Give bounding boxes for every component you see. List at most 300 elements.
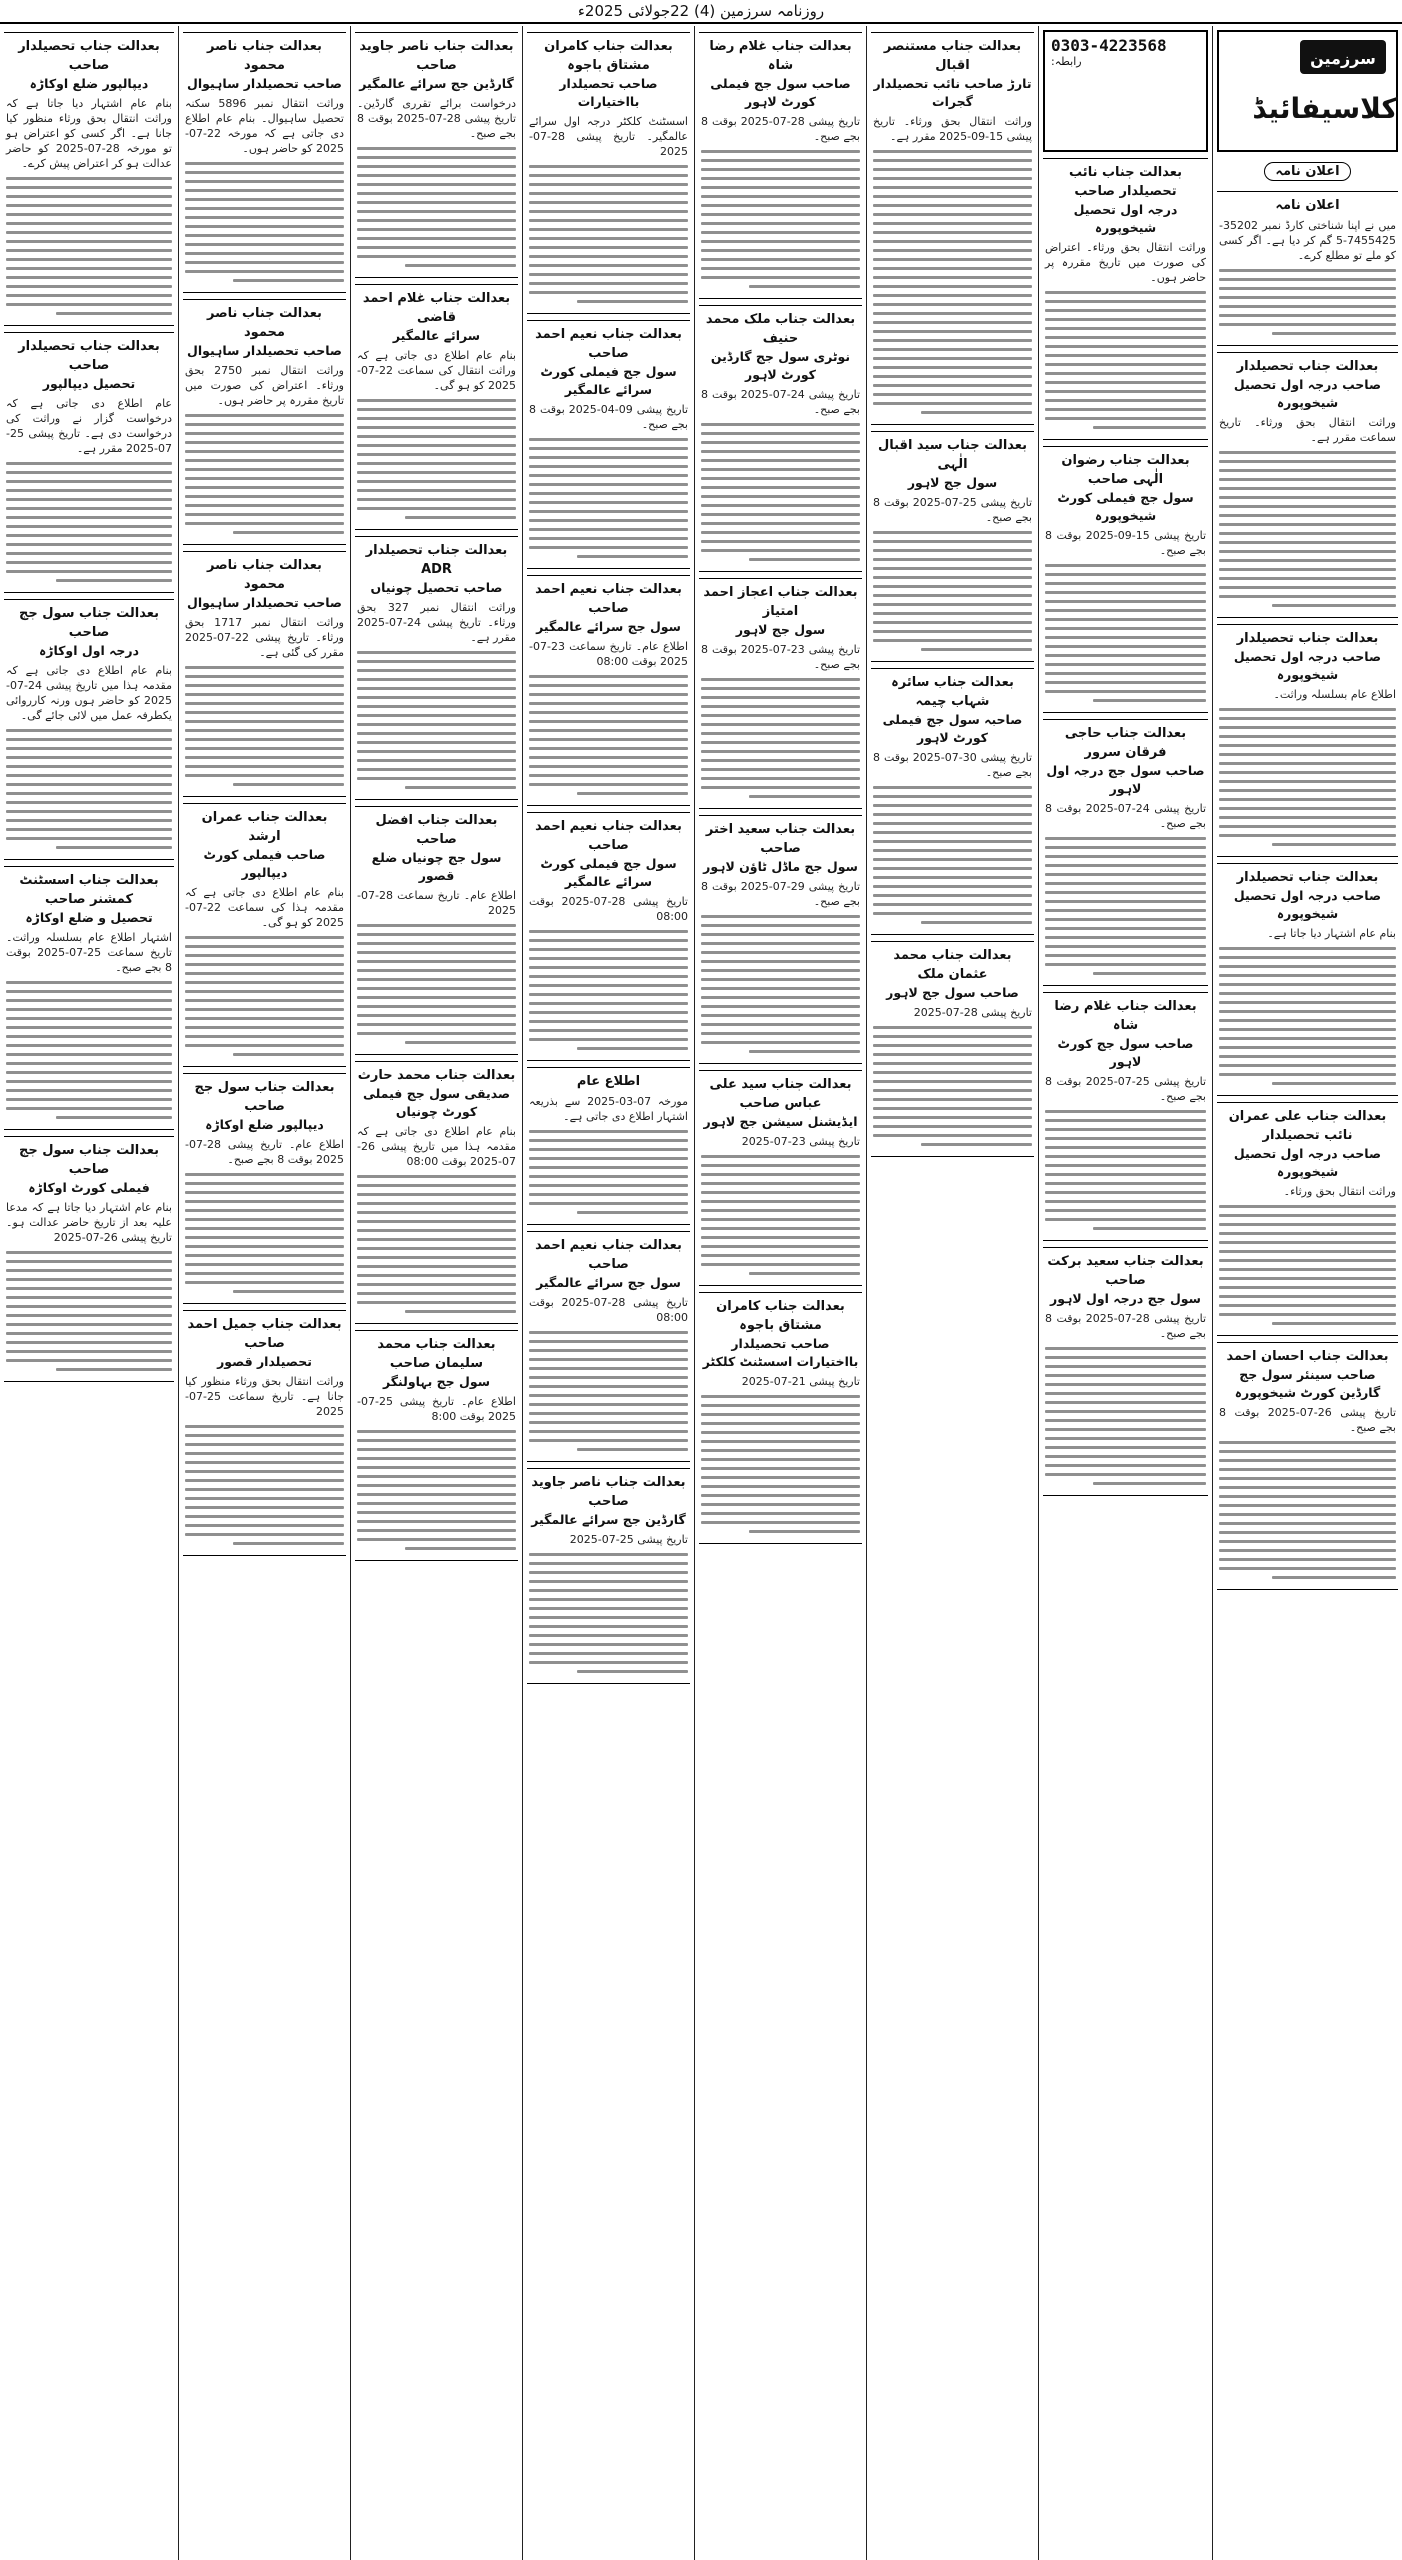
text-line [357, 678, 516, 681]
ad-heading: بعدالت جناب نعیم احمد صاحب [535, 1238, 682, 1272]
classified-ad [355, 806, 518, 1055]
text-line [1219, 1549, 1396, 1552]
text-line [185, 270, 344, 273]
text-line [185, 162, 344, 165]
text-line [357, 174, 516, 177]
column-4-ads [527, 32, 690, 1684]
ad-body-text: مورخہ 07-03-2025 سے بذریعہ اشتہار اطلاع دی جاتی ہے۔ [529, 1095, 688, 1123]
classified-ad [355, 1330, 518, 1561]
text-line [701, 924, 860, 927]
classified-ad [1043, 992, 1208, 1241]
text-line [873, 612, 1032, 615]
text-line [1045, 609, 1206, 612]
text-line [701, 759, 860, 762]
text-line [357, 1439, 516, 1442]
text-line [701, 1041, 860, 1044]
text-line [185, 1236, 344, 1239]
text-line [1219, 1486, 1396, 1489]
column-3 [350, 26, 522, 2560]
classified-ad [183, 1310, 346, 1556]
text-line [357, 183, 516, 186]
text-line [357, 147, 516, 150]
text-line [529, 1358, 688, 1361]
text-line [529, 474, 688, 477]
text-line [1219, 780, 1396, 783]
ad-fine-print [1219, 1205, 1396, 1325]
text-line [529, 1166, 688, 1169]
ad-heading: بعدالت جناب تحصیلدار [1236, 631, 1379, 646]
text-line [1219, 789, 1396, 792]
text-line [701, 1245, 860, 1248]
text-line [529, 1562, 688, 1565]
text-line [1045, 1374, 1206, 1377]
text-line [185, 999, 344, 1002]
ad-heading: بعدالت جناب ملک محمد حنیف [705, 312, 856, 346]
ad-body-text: بنام عام اطلاع دی جاتی ہے کہ وراثت انتقال کی سماعت 22-07-2025 کو ہو گی۔ [357, 349, 516, 392]
text-line [529, 519, 688, 522]
ad-body-text: تاریخ پیشی 28-07-2025 بوقت 8 بجے صبح۔ [701, 115, 861, 143]
text-line [701, 249, 860, 252]
ad-heading: بعدالت جناب نعیم احمد صاحب [535, 582, 682, 616]
text-line [6, 1044, 172, 1047]
text-line [56, 312, 172, 315]
ad-body-text: تاریخ پیشی 24-07-2025 بوقت 8 بجے صبح۔ [1045, 802, 1207, 830]
ad-body-text: تاریخ پیشی 28-07-2025 [913, 1006, 1032, 1019]
ad-fine-print [529, 1130, 688, 1214]
text-line [6, 819, 172, 822]
text-line [357, 1448, 516, 1451]
text-line [1219, 469, 1396, 472]
phone-box [1043, 30, 1208, 152]
text-line [749, 558, 860, 561]
text-line [185, 486, 344, 489]
text-line [873, 549, 1032, 552]
ad-body-text: تاریخ پیشی 25-07-2025 بوقت 8 بجے صبح۔ [1045, 1075, 1207, 1103]
text-line [185, 1263, 344, 1266]
text-line [529, 264, 688, 267]
ad-heading: بعدالت جناب نائب تحصیلدار صاحب [1069, 165, 1182, 199]
text-line [529, 702, 688, 705]
text-line [577, 1448, 688, 1451]
text-line [1219, 1277, 1396, 1280]
ad-body-text: تاریخ پیشی 15-09-2025 بوقت 8 بجے صبح۔ [1045, 529, 1207, 557]
text-line [1045, 300, 1206, 303]
text-line [701, 450, 860, 453]
text-line [185, 1533, 344, 1536]
text-line [357, 480, 516, 483]
ad-heading: بعدالت جناب احسان احمد [1226, 1349, 1389, 1364]
text-line [873, 204, 1032, 207]
text-line [701, 1422, 860, 1425]
text-line [701, 1494, 860, 1497]
text-line [6, 1341, 172, 1344]
text-line [1219, 460, 1396, 463]
text-line [6, 285, 172, 288]
text-line [873, 321, 1032, 324]
text-line [357, 1032, 516, 1035]
ad-body-text: تاریخ پیشی 24-07-2025 بوقت 8 بجے صبح۔ [701, 388, 861, 416]
ad-fine-print [1045, 1347, 1206, 1485]
text-line [357, 1301, 516, 1304]
classified-ad [1043, 1247, 1208, 1496]
text-line [529, 1193, 688, 1196]
text-line [873, 1080, 1032, 1083]
text-line [1219, 1304, 1396, 1307]
ad-heading: بعدالت جناب افضل صاحب [375, 813, 498, 847]
ad-body-text: وراثت انتقال بحق ورثاء۔ [1283, 1185, 1396, 1198]
text-line [577, 1211, 688, 1214]
text-line [6, 747, 172, 750]
text-line [185, 945, 344, 948]
text-line [357, 1484, 516, 1487]
ad-body-text: تاریخ پیشی 30-07-2025 بوقت 8 بجے صبح۔ [873, 751, 1033, 779]
text-line [357, 489, 516, 492]
text-line [6, 570, 172, 573]
ad-fine-print [357, 399, 516, 519]
text-line [1219, 965, 1396, 968]
text-line [1219, 1468, 1396, 1471]
text-line [185, 504, 344, 507]
text-line [357, 1493, 516, 1496]
column-6-ads [871, 32, 1034, 1157]
ad-heading: بعدالت جناب محمد حارث [357, 1068, 516, 1083]
text-line [6, 1296, 172, 1299]
text-line [1219, 974, 1396, 977]
ad-heading: بعدالت جناب کامران مشتاق باجوہ [544, 39, 673, 73]
text-line [1219, 956, 1396, 959]
text-line [6, 810, 172, 813]
text-line [529, 1331, 688, 1334]
text-line [1219, 487, 1396, 490]
ad-fine-print [185, 1173, 344, 1293]
text-line [701, 195, 860, 198]
ad-heading: بعدالت جناب رضوان الٰہی صاحب [1061, 453, 1190, 487]
text-line [233, 279, 344, 282]
text-line [1045, 318, 1206, 321]
ad-fine-print [701, 150, 860, 288]
text-line [529, 492, 688, 495]
text-line [701, 159, 860, 162]
text-line [1219, 992, 1396, 995]
text-line [357, 210, 516, 213]
text-line [6, 489, 172, 492]
text-line [185, 1506, 344, 1509]
text-line [357, 1274, 516, 1277]
text-line [185, 189, 344, 192]
text-line [357, 426, 516, 429]
text-line [357, 1005, 516, 1008]
ad-subheading: سول جج فیملی کورٹ سرائے عالمگیر [540, 856, 677, 889]
text-line [233, 783, 344, 786]
text-line [529, 1394, 688, 1397]
ad-fine-print [6, 177, 172, 315]
text-line [1219, 1531, 1396, 1534]
ad-fine-print [357, 1430, 516, 1550]
text-line [529, 1439, 688, 1442]
text-line [1045, 600, 1206, 603]
ad-subheading: صاحب درجہ اول تحصیل شیخوپورہ [1233, 1146, 1382, 1179]
text-line [873, 1035, 1032, 1038]
text-line [233, 531, 344, 534]
text-line [529, 219, 688, 222]
text-line [873, 585, 1032, 588]
text-line [357, 1202, 516, 1205]
text-line [529, 255, 688, 258]
text-line [6, 1251, 172, 1254]
text-line [6, 507, 172, 510]
text-line [529, 1661, 688, 1664]
text-line [1219, 305, 1396, 308]
text-line [357, 1014, 516, 1017]
text-line [529, 546, 688, 549]
text-line [185, 765, 344, 768]
ad-subheading: صاحب درجہ اول تحصیل شیخوپورہ [1233, 649, 1382, 682]
ad-fine-print [701, 678, 860, 798]
ad-fine-print [357, 147, 516, 267]
text-line [6, 462, 172, 465]
text-line [185, 1191, 344, 1194]
ad-subheading: صاحب تحصیلدار ساہیوال [186, 595, 343, 610]
text-line [1045, 1164, 1206, 1167]
text-line [6, 177, 172, 180]
ad-body-text: وراثت انتقال بحق ورثاء۔ تاریخ سماعت مقرر ہے۔ [1219, 416, 1396, 444]
ad-heading: بعدالت جناب اسسٹنٹ کمشنر صاحب [19, 873, 159, 907]
text-line [1045, 1455, 1206, 1458]
text-line [1219, 771, 1396, 774]
text-line [529, 1020, 688, 1023]
text-line [1219, 1028, 1396, 1031]
text-line [185, 936, 344, 939]
text-line [873, 603, 1032, 606]
text-line [357, 1175, 516, 1178]
text-line [529, 957, 688, 960]
text-line [701, 1182, 860, 1185]
text-line [529, 783, 688, 786]
text-line [873, 402, 1032, 405]
ad-body-text: عام اطلاع دی جاتی ہے کہ درخواست گزار نے وراثت کی درخواست دی ہے۔ تاریخ پیشی 25-07-2025 مقرر ہے۔ [6, 397, 172, 455]
text-line [701, 168, 860, 171]
text-line [185, 1461, 344, 1464]
ad-heading: بعدالت جناب تحصیلدار صاحب [18, 39, 160, 73]
text-line [1219, 1513, 1396, 1516]
text-line [6, 471, 172, 474]
text-line [1219, 1232, 1396, 1235]
text-line [529, 1184, 688, 1187]
text-line [873, 240, 1032, 243]
columns-container [0, 26, 1402, 2560]
ad-body-text: اطلاع عام بسلسلہ وراثت۔ [1273, 688, 1396, 701]
text-line [701, 177, 860, 180]
text-line [357, 1220, 516, 1223]
text-line [529, 729, 688, 732]
text-line [701, 504, 860, 507]
text-line [873, 1026, 1032, 1029]
text-line [1219, 1223, 1396, 1226]
column-5-ads [699, 32, 862, 1544]
text-line [529, 1643, 688, 1646]
ad-subheading: سول جج فیملی کورٹ سرائے عالمگیر [540, 364, 677, 397]
classified-ad [183, 32, 346, 293]
text-line [873, 867, 1032, 870]
text-line [1219, 1286, 1396, 1289]
text-line [1045, 663, 1206, 666]
text-line [873, 312, 1032, 315]
text-line [6, 729, 172, 732]
text-line [185, 981, 344, 984]
text-line [701, 1263, 860, 1266]
text-line [873, 822, 1032, 825]
ad-body-text: بنام عام اطلاع دی جاتی ہے کہ مقدمہ ہذا میں تاریخ پیشی 26-07-2025 بوقت 08:00 [357, 1125, 516, 1168]
text-line [529, 528, 688, 531]
text-line [1219, 1295, 1396, 1298]
text-line [1219, 798, 1396, 801]
text-line [529, 273, 688, 276]
text-line [529, 1430, 688, 1433]
text-line [357, 507, 516, 510]
text-line [529, 1175, 688, 1178]
text-line [529, 966, 688, 969]
text-line [1045, 363, 1206, 366]
text-line [185, 1182, 344, 1185]
text-line [1045, 573, 1206, 576]
ad-heading: بعدالت جناب تحصیلدار ADR [365, 543, 508, 577]
text-line [405, 1310, 516, 1313]
text-line [1272, 332, 1396, 335]
ad-fine-print [529, 930, 688, 1050]
text-line [1045, 1110, 1206, 1113]
classified-ad [699, 32, 862, 299]
text-line [529, 1202, 688, 1205]
text-line [529, 774, 688, 777]
text-line [701, 732, 860, 735]
text-line [873, 294, 1032, 297]
classified-ad [183, 803, 346, 1067]
classified-ad [527, 320, 690, 569]
text-line [529, 1340, 688, 1343]
text-line [357, 1229, 516, 1232]
text-line [1045, 846, 1206, 849]
text-line [357, 1247, 516, 1250]
text-line [1045, 900, 1206, 903]
text-line [185, 468, 344, 471]
text-line [357, 1502, 516, 1505]
text-line [185, 1254, 344, 1257]
text-line [701, 696, 860, 699]
text-line [6, 480, 172, 483]
text-line [873, 276, 1032, 279]
text-line [529, 738, 688, 741]
dateline: روزنامہ سرزمین (4) 22جولائی 2025ء [577, 2, 825, 20]
text-line [529, 210, 688, 213]
text-line [357, 732, 516, 735]
text-line [921, 1143, 1032, 1146]
text-line [1045, 855, 1206, 858]
text-line [6, 231, 172, 234]
text-line [529, 1002, 688, 1005]
text-line [873, 1062, 1032, 1065]
text-line [1219, 1558, 1396, 1561]
text-line [529, 1376, 688, 1379]
text-line [6, 1359, 172, 1362]
text-line [1093, 699, 1206, 702]
text-line [1045, 1437, 1206, 1440]
text-line [6, 801, 172, 804]
text-line [529, 165, 688, 168]
text-line [1045, 1155, 1206, 1158]
text-line [357, 1538, 516, 1541]
text-line [357, 1211, 516, 1214]
text-line [357, 219, 516, 222]
text-line [701, 714, 860, 717]
ad-fine-print [185, 936, 344, 1056]
text-line [701, 1014, 860, 1017]
text-line [357, 1184, 516, 1187]
text-line [357, 462, 516, 465]
text-line [701, 1005, 860, 1008]
ad-body-text: تاریخ پیشی 23-07-2025 بوقت 8 بجے صبح۔ [701, 643, 861, 671]
ad-fine-print [185, 414, 344, 534]
text-line [6, 525, 172, 528]
ad-fine-print [1045, 564, 1206, 702]
text-line [529, 510, 688, 513]
text-line [873, 813, 1032, 816]
text-line [701, 513, 860, 516]
text-line [529, 447, 688, 450]
text-line [357, 1023, 516, 1026]
text-line [577, 1047, 688, 1050]
text-line [873, 168, 1032, 171]
ad-body-text: درخواست برائے تقرری گارڈین۔ تاریخ پیشی 28-07-2025 بوقت 8 بجے صبح۔ [357, 97, 517, 140]
text-line [701, 768, 860, 771]
text-line [1219, 947, 1396, 950]
text-line [1219, 753, 1396, 756]
text-line [1045, 1419, 1206, 1422]
text-line [1272, 1322, 1396, 1325]
text-line [701, 1395, 860, 1398]
text-line [1045, 864, 1206, 867]
text-line [873, 186, 1032, 189]
text-line [185, 450, 344, 453]
text-line [185, 1008, 344, 1011]
text-line [1219, 1459, 1396, 1462]
ad-body-text: تاریخ پیشی 28-07-2025 بوقت 8 بجے صبح۔ [1045, 1312, 1207, 1340]
text-line [1219, 523, 1396, 526]
column-6 [866, 26, 1038, 2560]
text-line [701, 942, 860, 945]
text-line [701, 1227, 860, 1230]
text-line [701, 258, 860, 261]
text-line [873, 231, 1032, 234]
text-line [1219, 451, 1396, 454]
ad-heading: بعدالت جناب ناصر جاوید صاحب [359, 39, 514, 73]
text-line [6, 783, 172, 786]
classified-ad [699, 305, 862, 572]
ad-fine-print [873, 531, 1032, 651]
text-line [6, 1305, 172, 1308]
classified-ad [527, 1468, 690, 1684]
text-line [873, 849, 1032, 852]
text-line [185, 1497, 344, 1500]
text-line [1045, 327, 1206, 330]
ad-body-text: تاریخ پیشی 09-04-2025 بوقت 8 بجے صبح۔ [529, 403, 689, 431]
text-line [1045, 1173, 1206, 1176]
text-line [185, 1470, 344, 1473]
text-line [873, 804, 1032, 807]
text-line [1045, 690, 1206, 693]
classified-ad [4, 599, 174, 860]
text-line [185, 441, 344, 444]
text-line [1045, 336, 1206, 339]
